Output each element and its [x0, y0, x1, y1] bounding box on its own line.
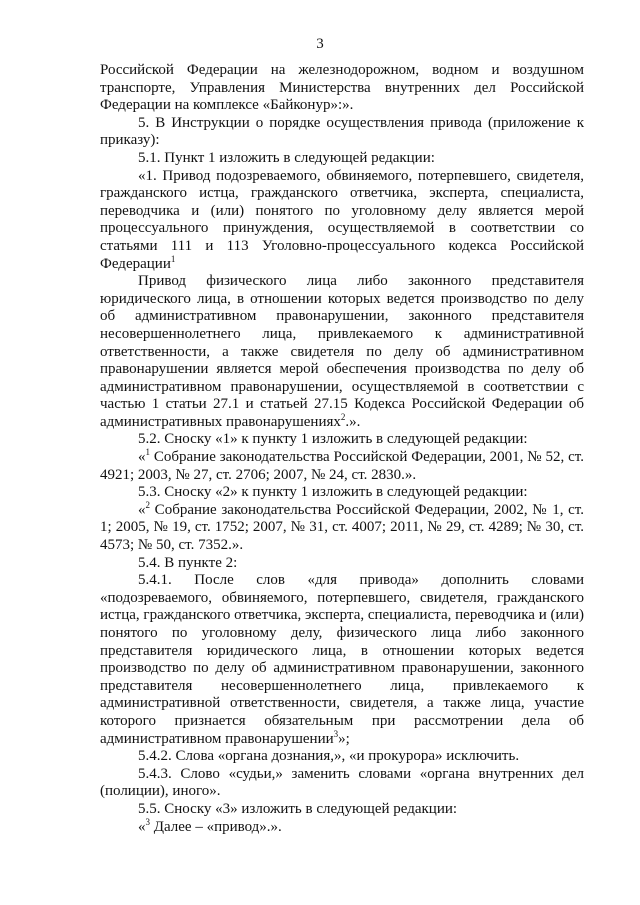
- paragraph-text: «1. Привод подозреваемого, обвиняемого, потерпевшего, свидетеля, гражданского истца, гражданского ответчика, эксперта, специалиста, переводчика и (или) понятого по уголовному делу является мерой процессуального принуждения, осуществляемой в соответствии со статьями 111 и 113 Уголовно-процессуального кодекса Российской Федерации: [100, 167, 584, 272]
- paragraph-text: Собрание законодательства Российской Федерации, 2002, № 1, ст. 1; 2005, № 19, ст. 1752; 2007, № 31, ст. 4007; 2011, № 29, ст. 4289; № 30, ст. 4573; № 50, ст. 7352.».: [100, 501, 584, 554]
- paragraph-text: Привод физического лица либо законного представителя юридического лица, в отношении которых ведется производство по делу об административном правонарушении, законного представителя несовершеннолетнего лица, привлекаемого к административной ответственности, а также свидетеля по делу об административном правонарушении является мерой обеспечения производства по делу об административном правонарушении, осуществляемой в соответствии с частью 1 статьи 27.1 и статьей 27.15 Кодекса Российской Федерации об административных правонарушениях: [100, 273, 584, 430]
- footnote-marker: 1: [170, 253, 176, 264]
- paragraph-text: 5.4.2. Слова «органа дознания,», «и прокурора» исключить.: [138, 748, 520, 765]
- paragraph-text: 5.2. Сноску «1» к пункту 1 изложить в следующей редакции:: [138, 431, 528, 448]
- paragraph-text: Собрание законодательства Российской Федерации, 2001, № 52, ст. 4921; 2003, № 27, ст. 2706; 2007, № 24, ст. 2830.».: [100, 449, 584, 483]
- paragraph-text-tail: .».: [345, 413, 361, 430]
- paragraph: [100, 555, 584, 573]
- page-number: 3: [316, 36, 324, 52]
- open-quote: «: [138, 818, 146, 835]
- paragraph: [100, 801, 584, 819]
- document-body: [100, 62, 584, 836]
- paragraph: [100, 816, 584, 837]
- footnote-marker: 3: [333, 728, 339, 739]
- paragraph-text: 5. В Инструкции о порядке осуществления привода (приложение к приказу):: [100, 114, 584, 149]
- paragraph: [100, 449, 584, 484]
- paragraph-text: Далее – «привод».».: [150, 818, 282, 835]
- footnote-marker: 3: [145, 816, 150, 827]
- paragraph: [100, 766, 584, 801]
- paragraph: [100, 431, 584, 449]
- paragraph: [100, 115, 584, 150]
- paragraph: [100, 484, 584, 502]
- open-quote: «: [138, 501, 146, 518]
- paragraph-text: 5.4. В пункте 2:: [138, 554, 238, 571]
- paragraph-text: Российской Федерации на железнодорожном, водном и воздушном транспорте, Управления Министерства внутренних дел Российской Федерации на комплексе «Байконур»:».: [100, 62, 584, 114]
- paragraph-text: 5.1. Пункт 1 изложить в следующей редакции:: [138, 149, 435, 166]
- paragraph: [100, 168, 584, 274]
- paragraph: [100, 499, 584, 555]
- footnote-marker: 2: [145, 499, 150, 510]
- paragraph: [100, 62, 584, 115]
- paragraph-text: 5.3. Сноску «2» к пункту 1 изложить в следующей редакции:: [138, 484, 528, 501]
- footnote-marker: 1: [145, 447, 150, 458]
- paragraph-text-tail: »;: [338, 730, 350, 747]
- footnote-marker: 2: [340, 411, 346, 422]
- paragraph-text: 5.4.3. Слово «судьи,» заменить словами «органа внутренних дел (полиции), иного».: [100, 765, 584, 800]
- open-quote: «: [138, 449, 146, 466]
- paragraph: [100, 748, 584, 766]
- paragraph: [100, 572, 584, 748]
- paragraph: [100, 273, 584, 431]
- paragraph-text: 5.4.1. После слов «для привода» дополнить словами «подозреваемого, обвиняемого, потерпевшего, свидетеля, гражданского истца, гражданского ответчика, эксперта, специалиста, переводчика и (или) понятого по уголовному делу, физического лица либо законного представителя юридического лица, в отношении которых ведется производство по делу об административном правонарушении, законного представителя несовершеннолетнего лица, привлекаемого к административной ответственности, свидетеля, а также лица, участие которого признается обязательным при рассмотрении дела об административном правонарушении: [100, 572, 584, 747]
- paragraph-text: 5.5. Сноску «3» изложить в следующей редакции:: [138, 800, 458, 817]
- paragraph: [100, 150, 584, 168]
